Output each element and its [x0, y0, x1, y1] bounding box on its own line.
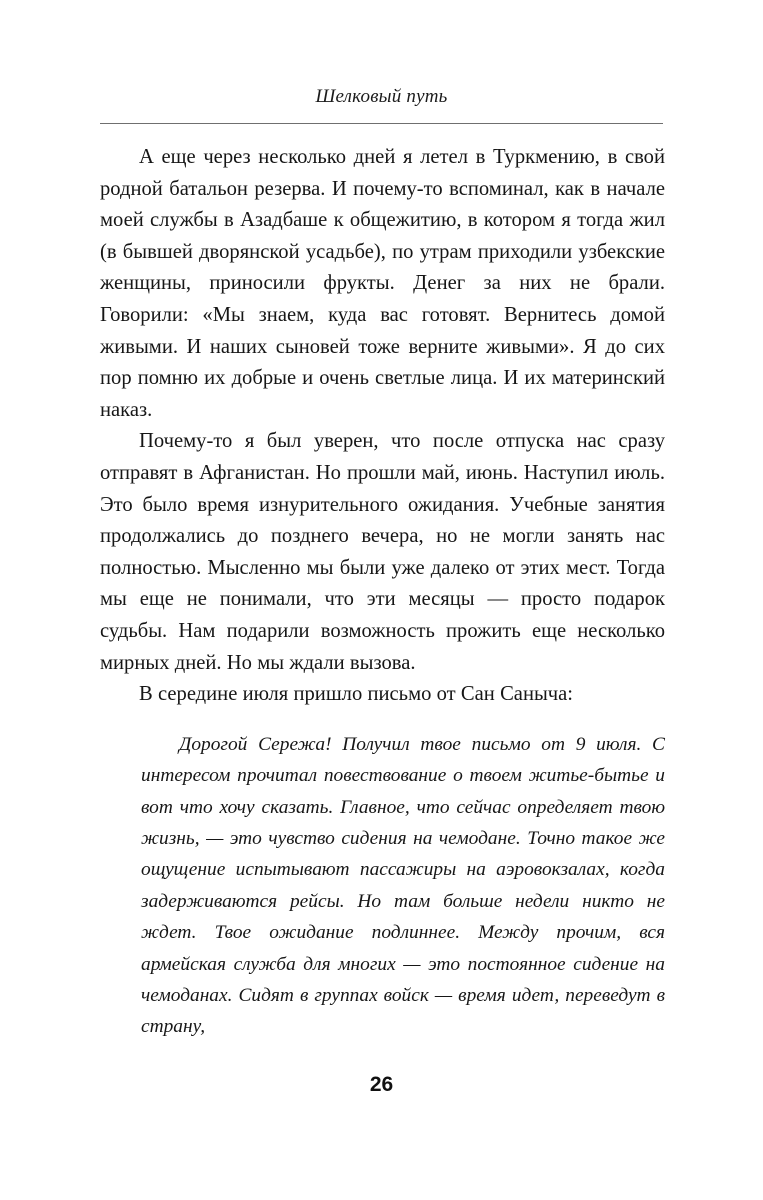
paragraph: Почему-то я был уверен, что после отпуска нас сразу отправят в Афганистан. Но прошли май, июнь. Наступил июль. Это было время изнурительного ожидания. Учебные занятия продолжались до позднего вечера, но не могли занять нас полностью. Мысленно мы были уже далеко от этих мест. Тогда мы еще не понимали, что эти месяцы — просто подарок судьбы. Нам подарили возможность прожить еще несколько мирных дней. Но мы ждали вызова. — [100, 430, 665, 674]
page-body — [100, 142, 665, 1043]
paragraph: А еще через несколько дней я летел в Туркмению, в свой родной батальон резерва. И почему-то вспоминал, как в начале моей службы в Азадбаше к общежитию, в котором я тогда жил (в бывшей дворянской усадьбе), по утрам приходили узбекские женщины, приносили фрукты. Денег за них не брали. Говорили: «Мы знаем, куда вас готовят. Вернитесь домой живыми. И наших сыновей тоже верните живыми». Я до сих пор помню их добрые и очень светлые лица. И их материнский наказ. — [100, 146, 665, 421]
header-divider — [100, 123, 663, 124]
quoted-letter — [141, 729, 665, 1043]
running-head: Шелковый путь — [315, 86, 448, 107]
paragraph: В середине июля пришло письмо от Сан Саныча: — [139, 683, 574, 706]
page-number: 26 — [369, 1073, 394, 1096]
letter-paragraph: Дорогой Сережа! Получил твое письмо от 9 июля. С интересом прочитал повествование о твоем житье-бытье и вот что хочу сказать. Главное, что сейчас определяет твою жизнь, — это чувство сидения на чемодане. Точно такое же ощущение испытывают пассажиры на аэровокзалах, когда задерживаются рейсы. Но там больше недели никто не ждет. Твое ожидание подлиннее. Между прочим, вся армейская служба для многих — это постоянное сидение на чемоданах. Сидят в группах войск — время идет, переведут в страну, — [141, 733, 665, 1038]
